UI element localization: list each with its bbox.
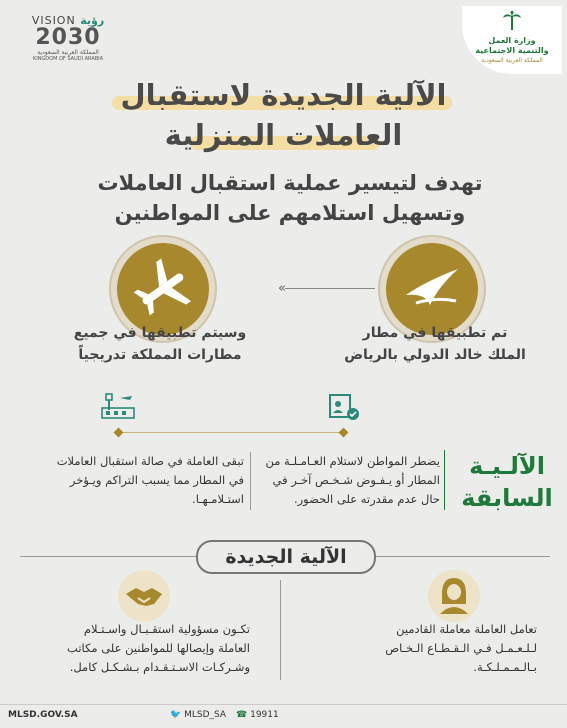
rollout-future [55,322,265,366]
rollout-connector [285,288,375,289]
handshake-icon-circle [118,570,170,622]
worker-icon-circle [428,570,480,622]
previous-divider [120,432,345,433]
phone-icon: ☎ [236,710,248,720]
arrow-left-icon: « [278,281,286,296]
page-title-line2: العاملات المنزلية [164,118,403,152]
previous-divider-dot-left [114,428,124,438]
rollout-current-line2: الملك خالد الدولي بالرياض [344,347,526,363]
footer-twitter[interactable] [170,710,226,720]
subtitle-line2: وتسهيل استلامهم على المواطنين [114,201,466,225]
vision-arabic: رؤية [80,14,105,27]
rollout-current-line1: تم تطبيقها في مطار [362,325,508,341]
vision-kingdom-ar: المملكة العربية السعودية [37,49,99,56]
worker-woman-icon [428,570,480,622]
ministry-logo [462,6,562,74]
vision-kingdom-en: KINGDOM OF SAUDI ARABIA [32,56,104,62]
subtitle-line1: تهدف لتيسير عملية استقبال العاملات [97,171,483,195]
previous-heading [452,450,562,514]
previous-item2: تبقى العاملة في صالة استقبال العاملات في المطار مما يسبب التراكم ويـؤخر استـلامـهـا. [56,454,244,506]
new-heading: الآلية الجديدة [225,546,347,568]
new-item2: تكـون مسؤولية استقـبـال واسـتـلام العاملة وإيصالها للمواطنين على مكاتب وشـركـات الاسـتـقـدام بـشـكـل كامل. [67,622,250,674]
new-item1: تعامل العاملة معاملة القادمين لـلـعـمـل فـي الـقـطـاع الـخـاص بـالـمـمـلـكـة. [385,622,537,674]
footer-phone[interactable] [236,710,279,720]
footer-twitter-handle: MLSD_SA [184,710,227,720]
ministry-name-1: وزارة العمل [488,36,536,45]
previous-vertical-rule [444,450,445,510]
footer-phone-number: 19911 [250,710,279,720]
vision-year: 2030 [35,25,101,50]
page-title-line1: الآلية الجديدة لاستقبال [120,78,447,112]
vision-2030-logo [18,14,118,66]
twitter-icon: 🐦 [170,710,182,720]
palm-emblem-icon [501,10,523,32]
previous-heading-line2: السابقة [461,484,553,512]
previous-item1: يضطر المواطن لاستلام العـامـلـة من المطار أو يـفـوض شـخـص آخـر في حال عدم مقدرته على الحضور. [265,454,440,506]
document-check-icon [327,392,361,422]
rollout-current [330,322,540,366]
footer-website[interactable]: MLSD.GOV.SA [8,710,78,720]
ministry-name-2: والتنمية الاجتماعية [475,46,549,55]
previous-divider-dot-right [339,428,349,438]
footer [0,704,567,728]
rollout-future-line1: وسيتم تطبيقها في جميع [73,325,247,341]
new-mid-rule [280,580,281,680]
ministry-country: المملكة العربية السعودية [481,57,543,64]
rollout-future-line2: مطارات المملكة تدريجياً [78,347,242,363]
vision-word: VISION [31,14,76,27]
handshake-icon [118,570,170,622]
previous-heading-line1: الآلـيـة [469,452,545,480]
airport-building-icon [100,390,136,422]
new-heading-box [196,540,376,574]
previous-mid-rule [250,452,251,510]
